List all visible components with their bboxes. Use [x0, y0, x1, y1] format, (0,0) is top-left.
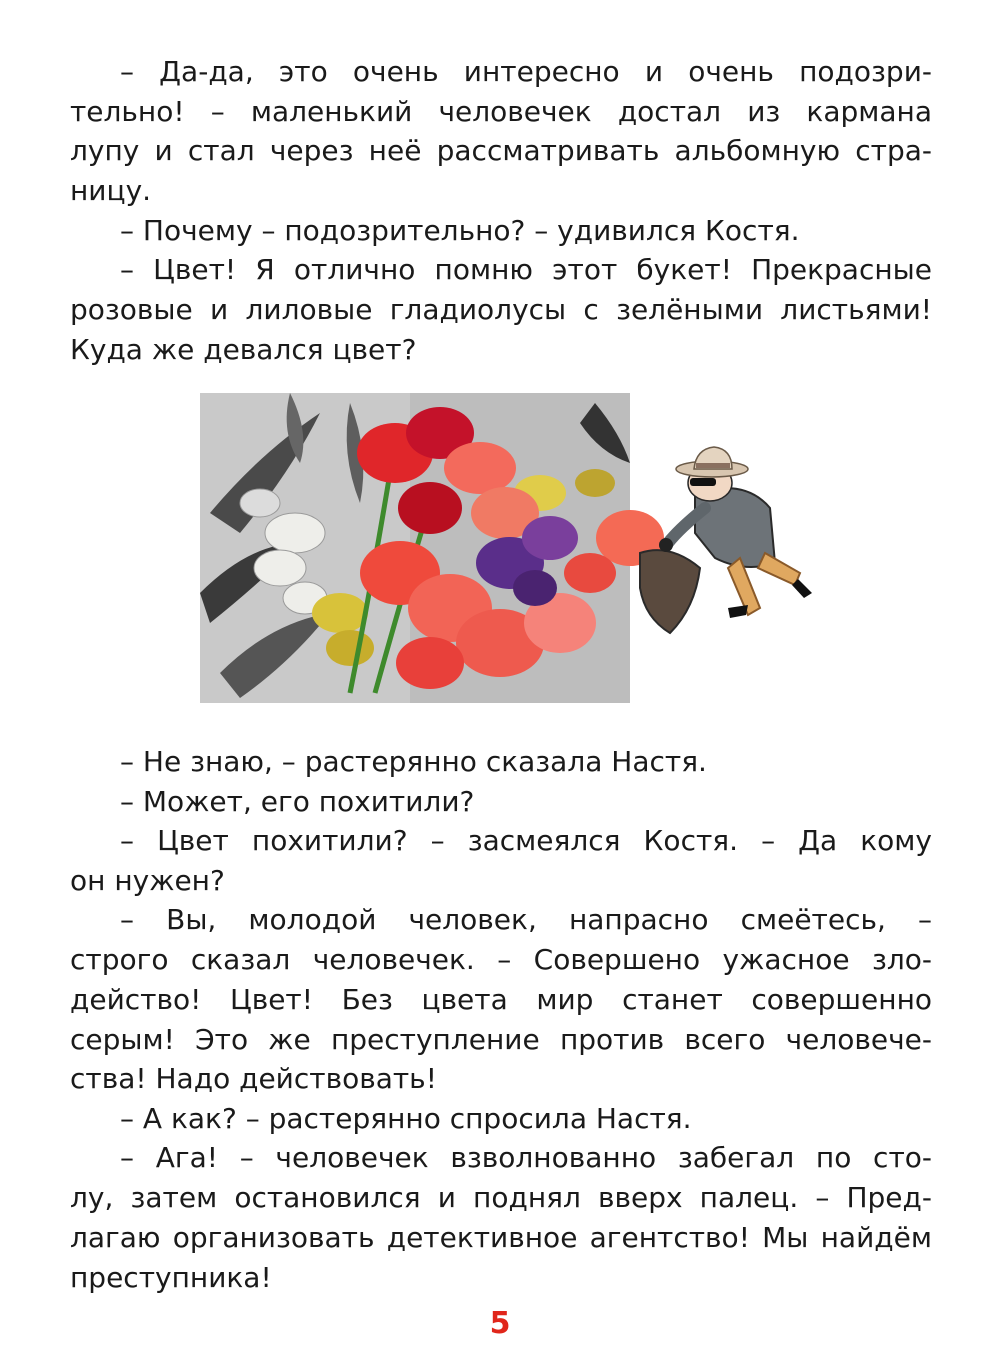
thief-sunglasses [690, 478, 716, 486]
paragraph-7-line-3: действо! Цвет! Без цвета мир станет совершенно [70, 983, 932, 1016]
paragraph-9-line-2: лу, затем остановился и поднял вверх палец. – Пред- [70, 1181, 932, 1214]
paragraph-9-line-3: лагаю организовать детективное агентство! Мы найдём [70, 1221, 932, 1254]
paragraph-1-line-1: – Да-да, это очень интересно и очень подозри- [120, 55, 932, 88]
page-number: 5 [489, 1306, 511, 1341]
paragraph-2-line-1: – Почему – подозрительно? – удивился Костя. [120, 214, 800, 247]
paragraph-7-line-2: строго сказал человечек. – Совершено ужасное зло- [70, 943, 932, 976]
gladiolus-thief-illustration [200, 393, 830, 703]
paragraph-6-line-2: он нужен? [70, 864, 225, 897]
paragraph-6-line-1: – Цвет похитили? – засмеялся Костя. – Да кому [120, 824, 932, 857]
paragraph-1-line-2: тельно! – маленький человечек достал из кармана [70, 95, 932, 128]
paragraph-7-line-4: серым! Это же преступление против всего человече- [70, 1023, 932, 1056]
paragraph-3-line-1: – Цвет! Я отлично помню этот букет! Прекрасные [120, 253, 932, 286]
paragraph-3-line-2: розовые и лиловые гладиолусы с зелёными листьями! [70, 293, 932, 326]
paragraph-3-line-3: Куда же девался цвет? [70, 333, 417, 366]
paragraph-7-line-5: ства! Надо действовать! [70, 1062, 437, 1095]
thief-leg-back [758, 553, 800, 585]
paragraph-1-line-3: лупу и стал через неё рассматривать альбомную стра- [70, 134, 932, 167]
paragraph-1-line-4: ницу. [70, 174, 152, 207]
paragraph-7-line-1: – Вы, молодой человек, напрасно смеётесь, – [120, 903, 932, 936]
paragraph-9-line-1: – Ага! – человечек взволнованно забегал по сто- [120, 1141, 932, 1174]
thief-character [640, 447, 812, 633]
paragraph-5-line-1: – Может, его похитили? [120, 785, 475, 818]
paragraph-9-line-4: преступника! [70, 1261, 272, 1294]
thief-bag [640, 550, 700, 633]
paragraph-4-line-1: – Не знаю, – растерянно сказала Настя. [120, 745, 707, 778]
paragraph-8-line-1: – А как? – растерянно спросила Настя. [120, 1102, 692, 1135]
